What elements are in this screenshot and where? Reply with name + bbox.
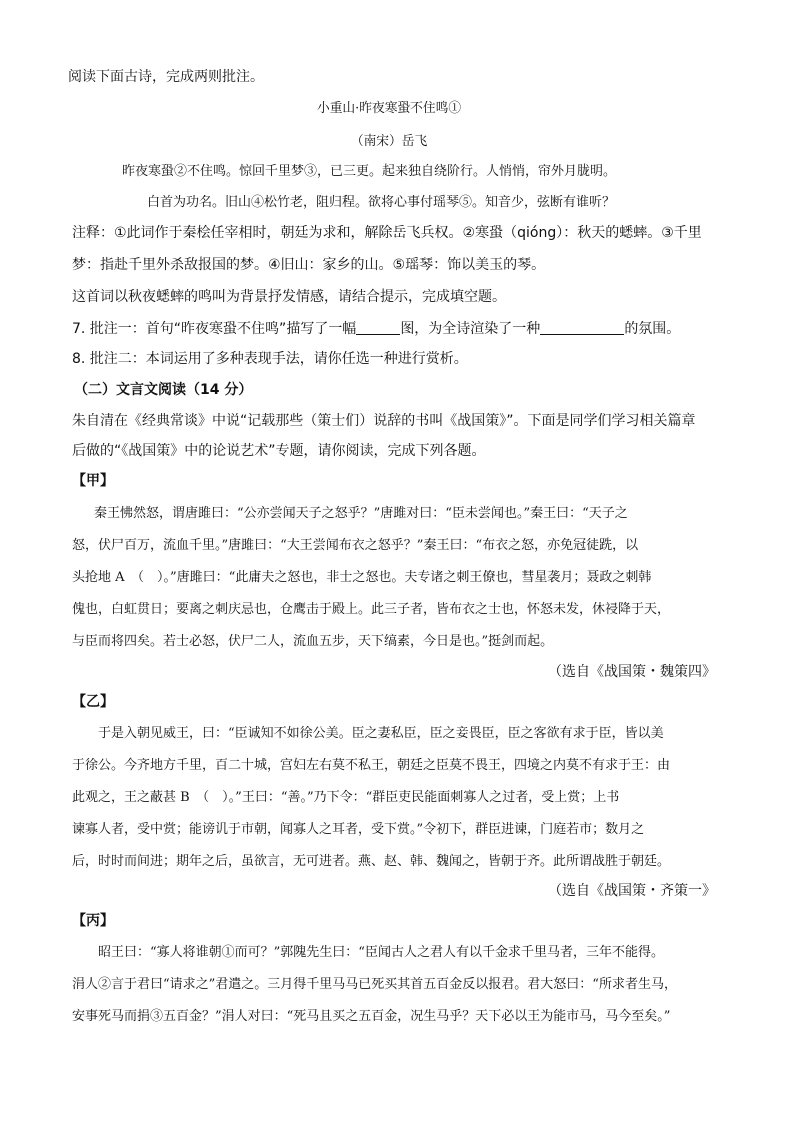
question-7 — [72, 320, 680, 338]
passage-bing-line: 安事死马而捐③五百金？”涓人对曰：“死马且买之五百金，况生马乎？天下必以王为能市马，马今至矣。” — [72, 1009, 671, 1024]
passage-yi-line: 此观之，王之蔽甚 B （ ）。”王曰：“善。”乃下令：“群臣吏民能面刺寡人之过者，受上赏；上书 — [72, 790, 620, 805]
question-8: 8. 批注二：本词运用了多种表现手法，请你任选一种进行赏析。 — [72, 351, 468, 367]
notes-line-2: 梦：指赴千里外杀敌报国的梦。④旧山：家乡的山。⑤瑶琴：饰以美玉的琴。 — [72, 257, 546, 273]
passage-yi-line: 于徐公。今齐地方千里，百二十城，宫妇左右莫不私王，朝廷之臣莫不畏王，四境之内莫不有求于王：由 — [72, 758, 671, 773]
poem-author: （南宋）岳飞 — [350, 134, 428, 149]
question-7-part-c: 的氛围。 — [624, 321, 681, 337]
section-intro-1: 朱自清在《经典常谈》中说“记载那些（策士们）说辞的书叫《战国策》”。下面是同学们学习相关篇章 — [72, 413, 696, 429]
passage-jia-line: 傀也，白虹贯日；要离之刺庆忌也，仓鹰击于殿上。此三子者，皆布衣之士也，怀怒未发，休祲降于天， — [72, 602, 671, 617]
poem-line-1: 昨夜寒蛩②不住鸣。惊回千里梦③，已三更。起来独自绕阶行。人悄悄，帘外月胧明。 — [122, 164, 617, 179]
passage-jia-line: 怒，伏尸百万，流血千里。”唐雎曰：“大王尝闻布衣之怒乎？”秦王曰：“布衣之怒，亦免冠徒跣，以 — [72, 538, 639, 553]
answer-blank-2[interactable] — [540, 320, 624, 335]
passage-yi-line: 谏寡人者，受中赏；能谤讥于市朝，闻寡人之耳者，受下赏。”令初下，群臣进谏，门庭若市；数月之 — [72, 822, 645, 837]
question-7-part-b: 图，为全诗渲染了一种 — [400, 321, 541, 337]
passage-bing-line: 涓人②言于君曰“请求之”君遣之。三月得千里马马已死买其首五百金反以报君。君大怒曰：“所求者生马， — [72, 977, 677, 992]
question-7-part-a: 7. 批注一：首句“昨夜寒蛩不住鸣”描写了一幅 — [72, 321, 357, 337]
passage-jia-label: 【甲】 — [72, 473, 114, 489]
passage-yi-label: 【乙】 — [72, 694, 114, 710]
prompt-text: 这首词以秋夜蟋蟀的鸣叫为背景抒发情感，请结合提示，完成填空题。 — [72, 289, 506, 305]
poem-title: 小重山·昨夜寒蛩不住鸣① — [316, 101, 462, 116]
answer-blank-1[interactable] — [356, 320, 400, 335]
intro-text: 阅读下面古诗，完成两则批注。 — [68, 69, 264, 85]
passage-bing-line: 昭王曰：“寡人将谁朝①而可？”郭隗先生曰：“臣闻古人之君人有以千金求千里马者，三年不能得。 — [98, 945, 664, 960]
passage-jia-line: 与臣而将四矣。若士必怒，伏尸二人，流血五步，天下缟素，今日是也。”挺剑而起。 — [72, 634, 554, 649]
passage-bing-label: 【丙】 — [72, 913, 114, 929]
section-heading: （二）文言文阅读（14 分） — [74, 382, 253, 398]
section-intro-2: 后做的“《战国策》中的论说艺术”专题，请你阅读，完成下列各题。 — [72, 443, 486, 459]
poem-line-2: 白首为功名。旧山④松竹老，阻归程。欲将心事付瑶琴⑤。知音少，弦断有谁听？ — [147, 195, 616, 210]
passage-jia-line: 头抢地 A （ ）。”唐雎曰：“此庸夫之怒也，非士之怒也。夫专诸之刺王僚也，彗星袭月；聂政之刺韩 — [72, 570, 652, 585]
passage-yi-line: 于是入朝见威王，曰：“臣诚知不如徐公美。臣之妻私臣，臣之妾畏臣，臣之客欲有求于臣，皆以美 — [98, 726, 664, 741]
notes-line-1: 注释：①此词作于秦桧任宰相时，朝廷为求和，解除岳飞兵权。②寒蛩（qióng）：秋天的蟋蟀。③千里 — [72, 225, 702, 241]
passage-yi-source: （选自《战国策・齐策一》 — [548, 883, 716, 899]
passage-yi-line: 后，时时而间进；期年之后，虽欲言，无可进者。燕、赵、韩、魏闻之，皆朝于齐。此所谓战胜于朝廷。 — [72, 854, 671, 869]
passage-jia-source: （选自《战国策・魏策四》 — [548, 664, 716, 680]
passage-jia-line: 秦王怫然怒，谓唐雎曰：“公亦尝闻天子之怒乎？”唐雎对曰：“臣未尝闻也。”秦王曰：“天子之 — [94, 506, 628, 521]
